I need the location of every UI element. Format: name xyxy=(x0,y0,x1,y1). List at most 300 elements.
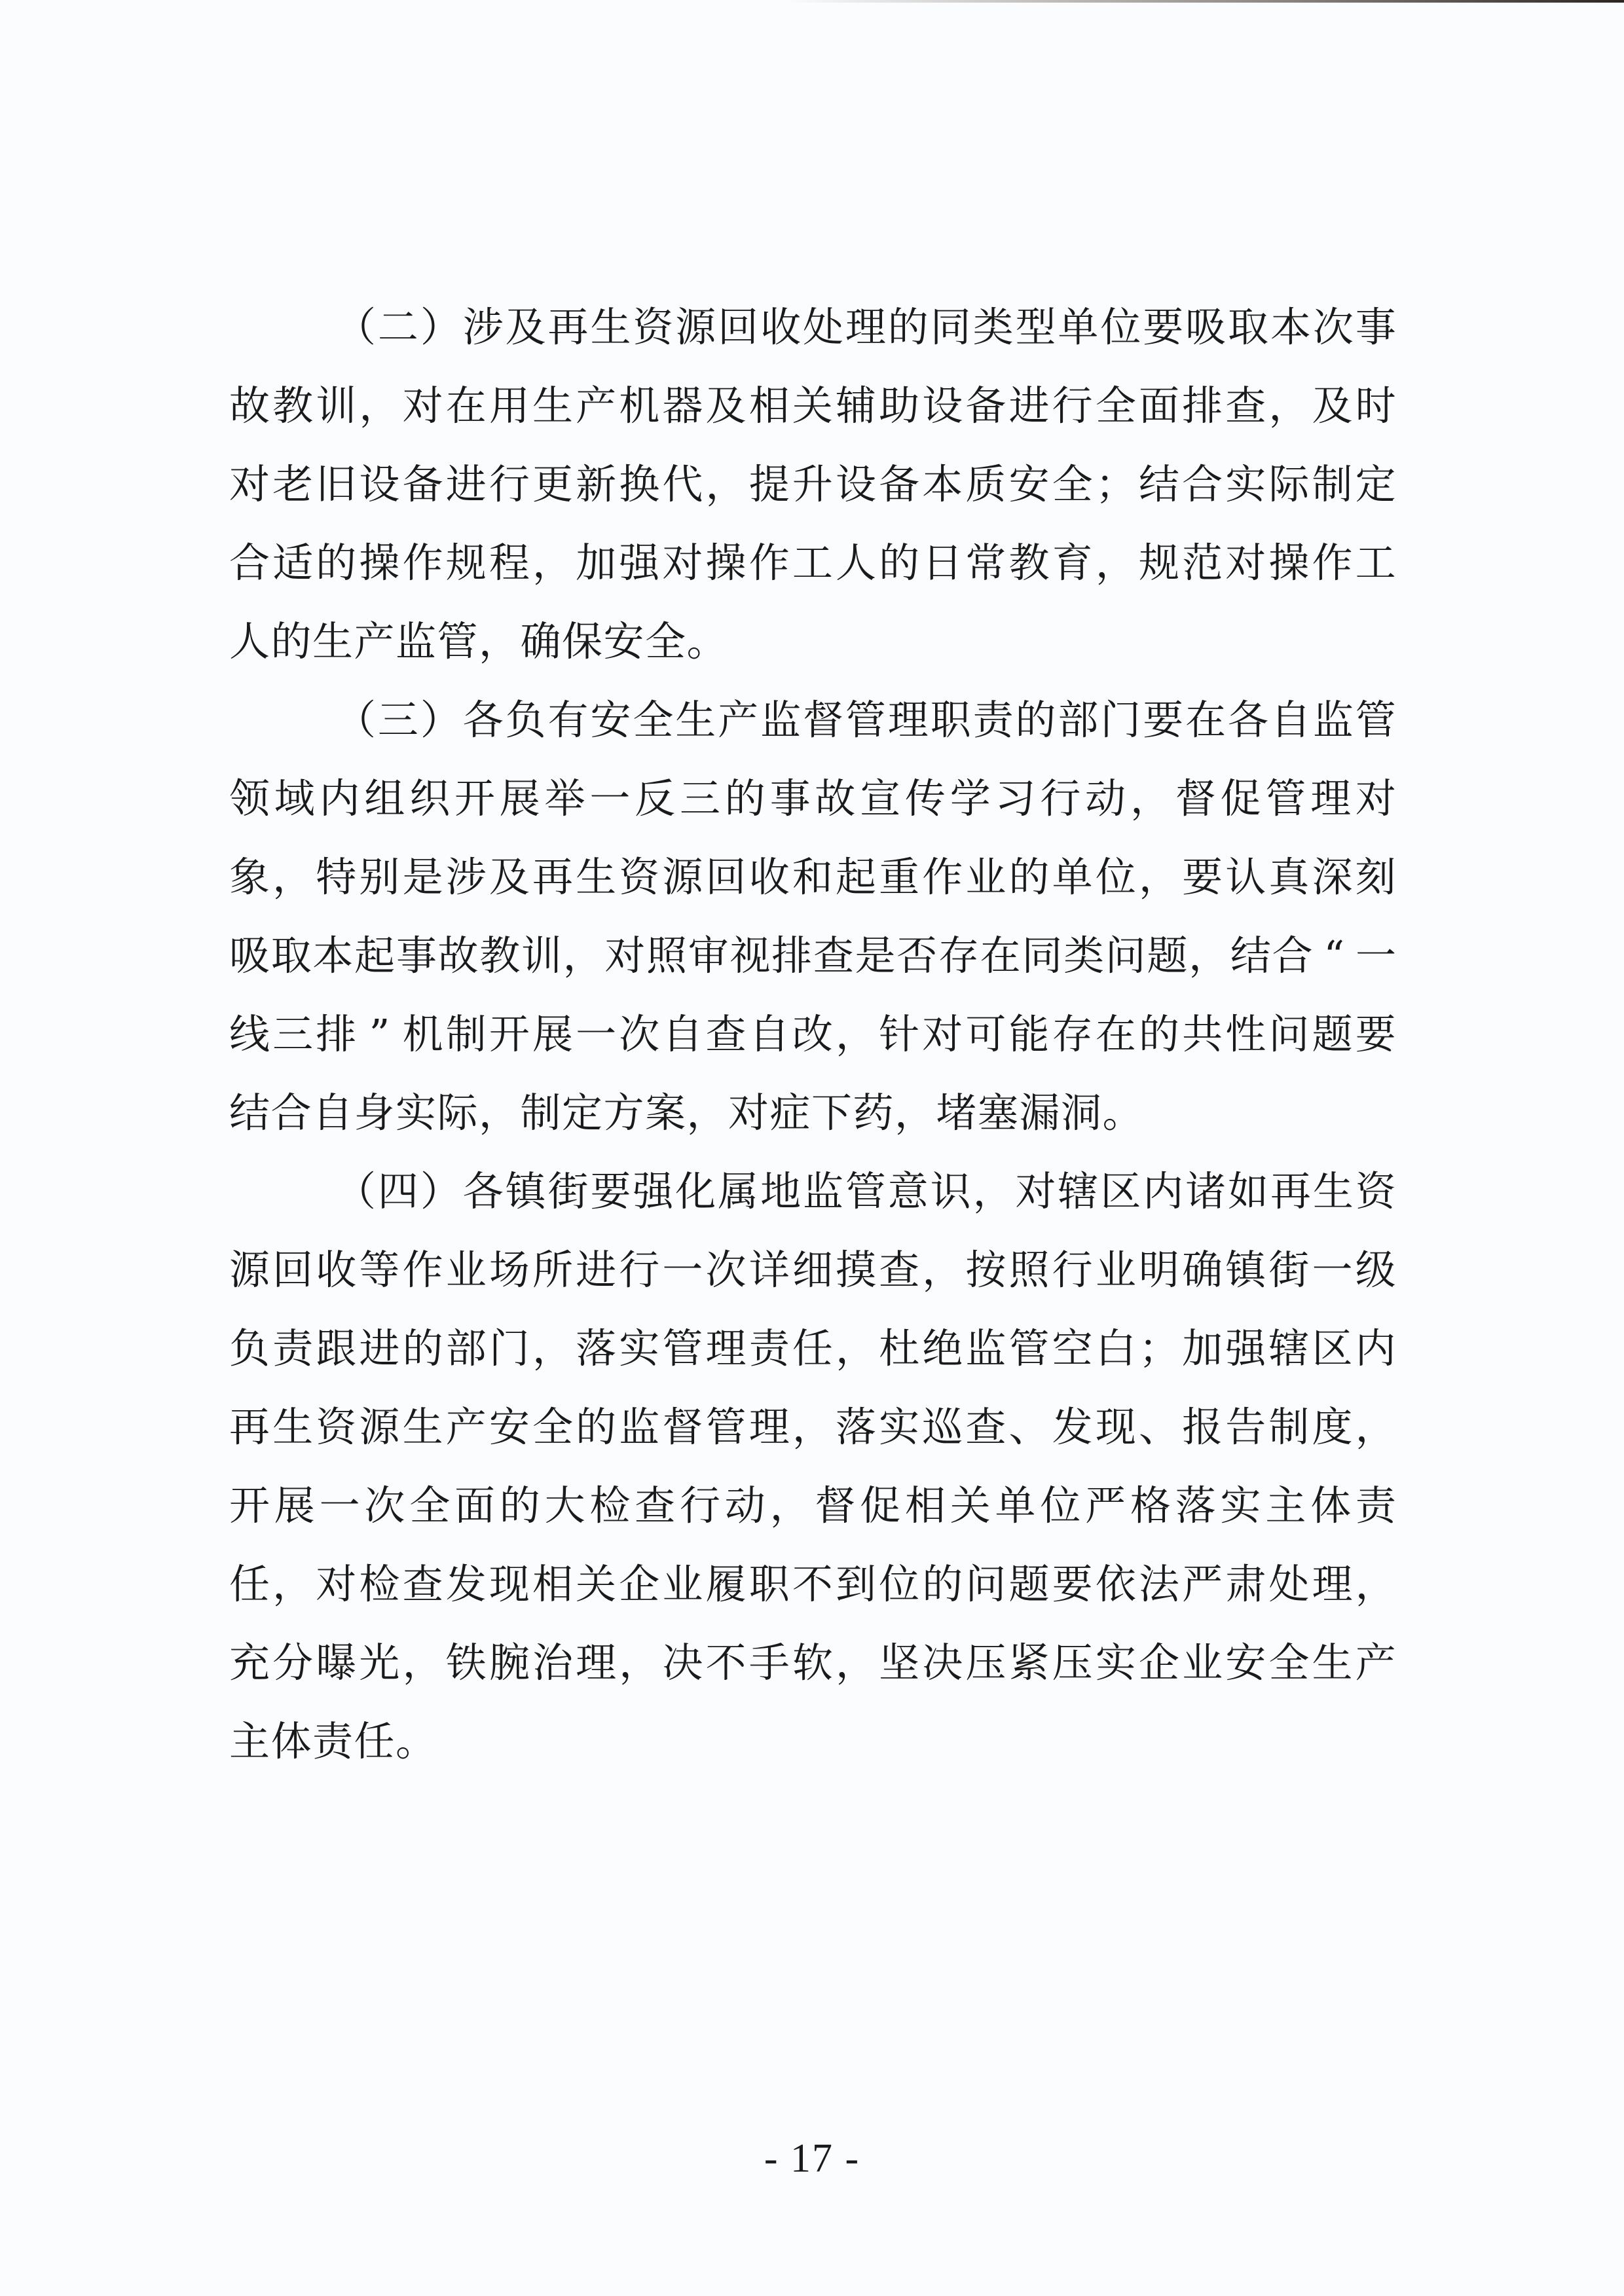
glyph: 日 xyxy=(922,539,963,587)
glyph: 不 xyxy=(705,1639,747,1686)
glyph: 对 xyxy=(1355,774,1396,822)
glyph: 理 xyxy=(748,1403,790,1451)
glyph: 实 xyxy=(396,1089,437,1137)
glyph: 次 xyxy=(364,1482,405,1529)
glyph: 操 xyxy=(359,539,400,587)
glyph: 。 xyxy=(396,1717,437,1765)
glyph: 面 xyxy=(454,1482,495,1529)
glyph: 有 xyxy=(547,696,589,744)
glyph: 资 xyxy=(633,303,674,351)
glyph: 的 xyxy=(887,303,929,351)
glyph: 监 xyxy=(619,1403,660,1451)
glyph: 理 xyxy=(845,303,886,351)
glyph: 企 xyxy=(619,1560,660,1608)
glyph: 落 xyxy=(1175,1482,1216,1529)
glyph: 问 xyxy=(1268,1010,1310,1058)
glyph: 类 xyxy=(1063,932,1105,979)
glyph: 告 xyxy=(1225,1403,1266,1451)
glyph: 资 xyxy=(1355,1167,1396,1215)
glyph: 作 xyxy=(402,539,443,587)
glyph: 单 xyxy=(1052,853,1093,901)
glyph: 本 xyxy=(312,932,354,979)
glyph: 内 xyxy=(1355,1324,1396,1372)
glyph: 际 xyxy=(437,1089,478,1137)
glyph: 督 xyxy=(802,696,843,744)
glyph: 本 xyxy=(1270,303,1311,351)
glyph: 特 xyxy=(316,853,357,901)
glyph: ， xyxy=(532,1324,573,1372)
glyph: 相 xyxy=(748,382,790,429)
glyph: 在 xyxy=(1185,696,1227,744)
glyph: 人 xyxy=(835,539,876,587)
glyph: 器 xyxy=(662,382,703,429)
glyph: 单 xyxy=(995,1482,1036,1529)
glyph: 管 xyxy=(1008,1324,1050,1372)
glyph: ； xyxy=(1138,1324,1179,1372)
glyph: 教 xyxy=(479,932,521,979)
glyph: 的 xyxy=(879,539,920,587)
glyph: 本 xyxy=(922,460,963,508)
glyph: 要 xyxy=(1143,303,1184,351)
glyph: 作 xyxy=(402,1246,443,1294)
glyph: 要 xyxy=(1355,1010,1396,1058)
glyph: 跟 xyxy=(316,1324,357,1372)
glyph: 进 xyxy=(445,460,487,508)
glyph: 督 xyxy=(662,1403,703,1451)
glyph: 查 xyxy=(705,1010,747,1058)
glyph: 事 xyxy=(1355,303,1396,351)
glyph: 进 xyxy=(1008,382,1050,429)
glyph: 药 xyxy=(853,1089,894,1137)
glyph: 是 xyxy=(402,853,443,901)
glyph: 再 xyxy=(1270,1167,1311,1215)
glyph: 象 xyxy=(229,853,270,901)
glyph: 审 xyxy=(688,932,729,979)
glyph: 强 xyxy=(619,539,660,587)
glyph: 一 xyxy=(589,774,631,822)
glyph: 反 xyxy=(635,774,676,822)
glyph: 和 xyxy=(792,853,833,901)
glyph: 助 xyxy=(879,382,920,429)
glyph: 故 xyxy=(815,774,856,822)
glyph: 查 xyxy=(813,932,854,979)
glyph: 人 xyxy=(229,617,270,665)
glyph: 展 xyxy=(499,774,540,822)
glyph: 面 xyxy=(1138,382,1179,429)
glyph: ， xyxy=(686,1089,728,1137)
glyph: 再 xyxy=(547,303,589,351)
glyph: 产 xyxy=(354,617,395,665)
glyph: 动 xyxy=(1085,774,1126,822)
glyph: 备 xyxy=(402,460,443,508)
glyph: 业 xyxy=(445,1246,487,1294)
glyph: 组 xyxy=(364,774,405,822)
glyph: 监 xyxy=(1312,696,1354,744)
glyph: 起 xyxy=(835,853,876,901)
glyph: 实 xyxy=(879,1403,920,1451)
glyph: 履 xyxy=(705,1560,747,1608)
glyph: 强 xyxy=(633,1167,674,1215)
text-line xyxy=(229,681,1396,759)
text-line xyxy=(229,1467,1396,1545)
glyph: 及 xyxy=(505,303,546,351)
glyph: ， xyxy=(1355,1560,1396,1608)
glyph: 街 xyxy=(547,1167,589,1215)
glyph: 定 xyxy=(1355,460,1396,508)
glyph: ， xyxy=(619,1639,660,1686)
glyph: ； xyxy=(1095,460,1136,508)
glyph: 照 xyxy=(1008,1246,1050,1294)
glyph: 更 xyxy=(532,460,573,508)
glyph: 理 xyxy=(1310,774,1352,822)
glyph: 收 xyxy=(316,1246,357,1294)
glyph: 机 xyxy=(402,1010,443,1058)
glyph: 生 xyxy=(590,303,631,351)
glyph: 督 xyxy=(815,1482,856,1529)
glyph: 依 xyxy=(1095,1560,1136,1608)
text-line xyxy=(229,1231,1396,1309)
glyph: 能 xyxy=(1008,1010,1050,1058)
glyph: 严 xyxy=(1182,1560,1223,1608)
glyph: ） xyxy=(420,303,461,351)
glyph: 相 xyxy=(904,1482,946,1529)
glyph: 查 xyxy=(965,1403,1006,1451)
glyph: 质 xyxy=(965,460,1006,508)
glyph: ， xyxy=(922,1246,963,1294)
glyph: 的 xyxy=(402,1324,443,1372)
glyph: ， xyxy=(972,1167,1014,1215)
glyph: 门 xyxy=(489,1324,530,1372)
glyph: 光 xyxy=(359,1639,400,1686)
glyph: 涉 xyxy=(462,303,504,351)
glyph: 生 xyxy=(1312,1639,1353,1686)
glyph: 对 xyxy=(316,1560,357,1608)
glyph: 合 xyxy=(270,1089,312,1137)
glyph: 工 xyxy=(1355,539,1396,587)
glyph: 管 xyxy=(705,1403,747,1451)
glyph: 传 xyxy=(904,774,946,822)
glyph: ） xyxy=(420,1167,461,1215)
glyph: 负 xyxy=(229,1324,270,1372)
glyph: 全 xyxy=(645,617,686,665)
glyph: 责 xyxy=(1355,1482,1396,1529)
glyph: 识 xyxy=(930,1167,971,1215)
glyph: 全 xyxy=(1268,1639,1310,1686)
glyph: 行 xyxy=(1052,382,1093,429)
glyph: 再 xyxy=(229,1403,270,1451)
scan-edge-shadow xyxy=(786,0,1624,3)
glyph: 对 xyxy=(604,932,646,979)
glyph: 用 xyxy=(489,382,530,429)
glyph: 镇 xyxy=(505,1167,546,1215)
glyph: 相 xyxy=(532,1560,573,1608)
glyph: 作 xyxy=(748,539,790,587)
glyph: 存 xyxy=(938,932,979,979)
text-line xyxy=(229,838,1396,917)
glyph: ， xyxy=(532,539,573,587)
text-line xyxy=(229,445,1396,524)
glyph: 安 xyxy=(1225,1639,1266,1686)
glyph: 法 xyxy=(1138,1560,1179,1608)
glyph: 全 xyxy=(1095,382,1136,429)
glyph: 意 xyxy=(887,1167,929,1215)
paragraph-2 xyxy=(229,288,1396,681)
glyph: 理 xyxy=(705,1324,747,1372)
glyph: 一 xyxy=(662,1246,703,1294)
glyph: 安 xyxy=(489,1403,530,1451)
glyph: 同 xyxy=(930,303,971,351)
glyph: 督 xyxy=(1175,774,1216,822)
glyph: ， xyxy=(1189,932,1230,979)
glyph: 的 xyxy=(316,539,357,587)
glyph: 。 xyxy=(1102,1089,1143,1137)
glyph: 重 xyxy=(879,853,920,901)
glyph: 体 xyxy=(1310,1482,1352,1529)
glyph: ， xyxy=(1355,1403,1396,1451)
glyph: 管 xyxy=(845,696,886,744)
text-line xyxy=(229,1545,1396,1624)
glyph: ， xyxy=(563,932,604,979)
glyph: 动 xyxy=(724,1482,766,1529)
glyph: 白 xyxy=(1095,1324,1136,1372)
glyph: 性 xyxy=(1225,1010,1266,1058)
glyph: 问 xyxy=(965,1560,1006,1608)
glyph: 设 xyxy=(359,460,400,508)
glyph: 设 xyxy=(922,382,963,429)
glyph: 管 xyxy=(1355,696,1396,744)
glyph: 决 xyxy=(662,1639,703,1686)
glyph: 换 xyxy=(619,460,660,508)
glyph: 安 xyxy=(590,696,631,744)
glyph: ， xyxy=(835,1324,876,1372)
glyph: 存 xyxy=(1052,1010,1093,1058)
glyph: 题 xyxy=(1312,1010,1353,1058)
glyph: 紧 xyxy=(1008,1639,1050,1686)
glyph: 业 xyxy=(965,853,1006,901)
glyph: 堵 xyxy=(936,1089,977,1137)
glyph: ， xyxy=(895,1089,936,1137)
glyph: 门 xyxy=(1100,696,1141,744)
glyph: 自 xyxy=(748,1010,790,1058)
glyph: 杜 xyxy=(879,1324,920,1372)
glyph: 及 xyxy=(705,382,747,429)
glyph: 备 xyxy=(879,460,920,508)
glyph: 类 xyxy=(972,303,1014,351)
glyph: 检 xyxy=(589,1482,631,1529)
glyph: 故 xyxy=(229,382,270,429)
glyph: 训 xyxy=(521,932,562,979)
glyph: 涉 xyxy=(445,853,487,901)
glyph: 监 xyxy=(802,1167,843,1215)
glyph: 问 xyxy=(1105,932,1146,979)
glyph: 、 xyxy=(1138,1403,1179,1451)
glyph: 区 xyxy=(1100,1167,1141,1215)
glyph: 一 xyxy=(576,1010,617,1058)
glyph: 查 xyxy=(879,1246,920,1294)
glyph: 街 xyxy=(1268,1246,1310,1294)
glyph: 确 xyxy=(520,617,561,665)
glyph: 分 xyxy=(272,1639,314,1686)
glyph: 严 xyxy=(1085,1482,1126,1529)
glyph: 作 xyxy=(922,853,963,901)
glyph: 行 xyxy=(619,1246,660,1294)
glyph: 深 xyxy=(1312,853,1353,901)
glyph: 机 xyxy=(619,382,660,429)
glyph: 产 xyxy=(718,696,759,744)
paragraph-4 xyxy=(229,1152,1396,1781)
glyph: 合 xyxy=(1182,460,1223,508)
glyph: 结 xyxy=(229,1089,270,1137)
glyph: 操 xyxy=(1268,539,1310,587)
glyph: 生 xyxy=(675,696,716,744)
glyph: 常 xyxy=(965,539,1006,587)
glyph: 程 xyxy=(489,539,530,587)
glyph: 一 xyxy=(1355,932,1396,979)
text-line xyxy=(229,524,1396,602)
glyph: 报 xyxy=(1182,1403,1223,1451)
glyph: ， xyxy=(479,1089,520,1137)
glyph: 操 xyxy=(705,539,747,587)
glyph: 属 xyxy=(718,1167,759,1215)
glyph: 生 xyxy=(1312,1167,1354,1215)
glyph: 查 xyxy=(1225,382,1266,429)
glyph: 对 xyxy=(922,1010,963,1058)
glyph: 主 xyxy=(229,1717,270,1765)
glyph: 坚 xyxy=(879,1639,920,1686)
glyph: 的 xyxy=(270,617,312,665)
glyph: 际 xyxy=(1268,460,1310,508)
glyph: 职 xyxy=(748,1560,790,1608)
glyph: 到 xyxy=(835,1560,876,1608)
glyph: 刻 xyxy=(1355,853,1396,901)
glyph: 回 xyxy=(272,1246,314,1294)
glyph: 部 xyxy=(1058,696,1099,744)
glyph: 四 xyxy=(377,1167,418,1215)
glyph: 方 xyxy=(603,1089,644,1137)
glyph: 制 xyxy=(445,1010,487,1058)
glyph: 线 xyxy=(229,1010,270,1058)
text-line xyxy=(229,288,1396,367)
glyph: 规 xyxy=(445,539,487,587)
glyph: 按 xyxy=(965,1246,1006,1294)
glyph: 回 xyxy=(705,853,747,901)
glyph: 保 xyxy=(562,617,603,665)
glyph: 、 xyxy=(1008,1403,1050,1451)
glyph: 事 xyxy=(769,774,811,822)
glyph: 备 xyxy=(965,382,1006,429)
glyph: 关 xyxy=(792,382,833,429)
glyph: 对 xyxy=(229,460,270,508)
glyph: 腕 xyxy=(489,1639,530,1686)
glyph: 的 xyxy=(1138,1010,1179,1058)
glyph: 监 xyxy=(396,617,437,665)
glyph: 收 xyxy=(760,303,802,351)
text-line xyxy=(229,1702,1396,1781)
glyph: 教 xyxy=(1008,539,1050,587)
text-line xyxy=(229,1624,1396,1702)
text-line xyxy=(229,995,1396,1074)
glyph: 资 xyxy=(619,853,660,901)
glyph: 旧 xyxy=(316,460,357,508)
glyph: 吸 xyxy=(1185,303,1227,351)
glyph: 结 xyxy=(1138,460,1179,508)
glyph: 企 xyxy=(1138,1639,1179,1686)
page-number: - 17 - xyxy=(764,2136,860,2181)
glyph: ， xyxy=(835,1639,876,1686)
text-line xyxy=(229,759,1396,838)
glyph: 管 xyxy=(437,617,478,665)
glyph: 各 xyxy=(1228,696,1269,744)
glyph: 的 xyxy=(724,774,766,822)
glyph: ， xyxy=(705,460,747,508)
glyph: 次 xyxy=(705,1246,747,1294)
glyph: 业 xyxy=(1182,1639,1223,1686)
glyph: 查 xyxy=(635,1482,676,1529)
glyph: 管 xyxy=(662,1324,703,1372)
glyph: 次 xyxy=(1312,303,1354,351)
glyph: 在 xyxy=(445,382,487,429)
glyph: 行 xyxy=(489,460,530,508)
glyph: 管 xyxy=(1265,774,1306,822)
glyph: 源 xyxy=(229,1246,270,1294)
glyph: 等 xyxy=(359,1246,400,1294)
glyph: 三 xyxy=(377,696,418,744)
glyph: 起 xyxy=(354,932,396,979)
glyph: 单 xyxy=(1058,303,1099,351)
glyph: 区 xyxy=(1312,1324,1353,1372)
glyph: 合 xyxy=(1272,932,1313,979)
glyph: 大 xyxy=(544,1482,585,1529)
glyph: 落 xyxy=(835,1403,876,1451)
glyph: 塞 xyxy=(978,1089,1019,1137)
glyph: （ xyxy=(335,1167,377,1215)
glyph: 体 xyxy=(270,1717,312,1765)
glyph: 一 xyxy=(1312,1246,1353,1294)
glyph: 的 xyxy=(576,1403,617,1451)
glyph: 举 xyxy=(544,774,585,822)
text-line xyxy=(229,1309,1396,1388)
glyph: 三 xyxy=(679,774,720,822)
glyph: 地 xyxy=(760,1167,802,1215)
glyph: 空 xyxy=(1052,1324,1093,1372)
glyph: 排 xyxy=(771,932,813,979)
glyph: 现 xyxy=(489,1560,530,1608)
glyph: 场 xyxy=(489,1246,530,1294)
text-line xyxy=(229,367,1396,445)
glyph: 理 xyxy=(1312,1560,1353,1608)
glyph: ） xyxy=(420,696,461,744)
glyph: 及 xyxy=(489,853,530,901)
glyph: 责 xyxy=(272,1324,314,1372)
glyph: 摸 xyxy=(835,1246,876,1294)
glyph: ， xyxy=(1138,853,1179,901)
glyph: ， xyxy=(835,1010,876,1058)
glyph: 任 xyxy=(792,1324,833,1372)
glyph: 制 xyxy=(520,1089,561,1137)
glyph: 题 xyxy=(1147,932,1188,979)
glyph: 所 xyxy=(532,1246,573,1294)
glyph: 加 xyxy=(1182,1324,1223,1372)
glyph: 回 xyxy=(718,303,759,351)
glyph: 格 xyxy=(1130,1482,1171,1529)
glyph: 要 xyxy=(1143,696,1184,744)
glyph: 合 xyxy=(229,539,270,587)
glyph: 安 xyxy=(603,617,644,665)
glyph: 行 xyxy=(1040,774,1081,822)
glyph: 压 xyxy=(1052,1639,1093,1686)
glyph: 产 xyxy=(576,382,617,429)
glyph: 各 xyxy=(462,1167,504,1215)
